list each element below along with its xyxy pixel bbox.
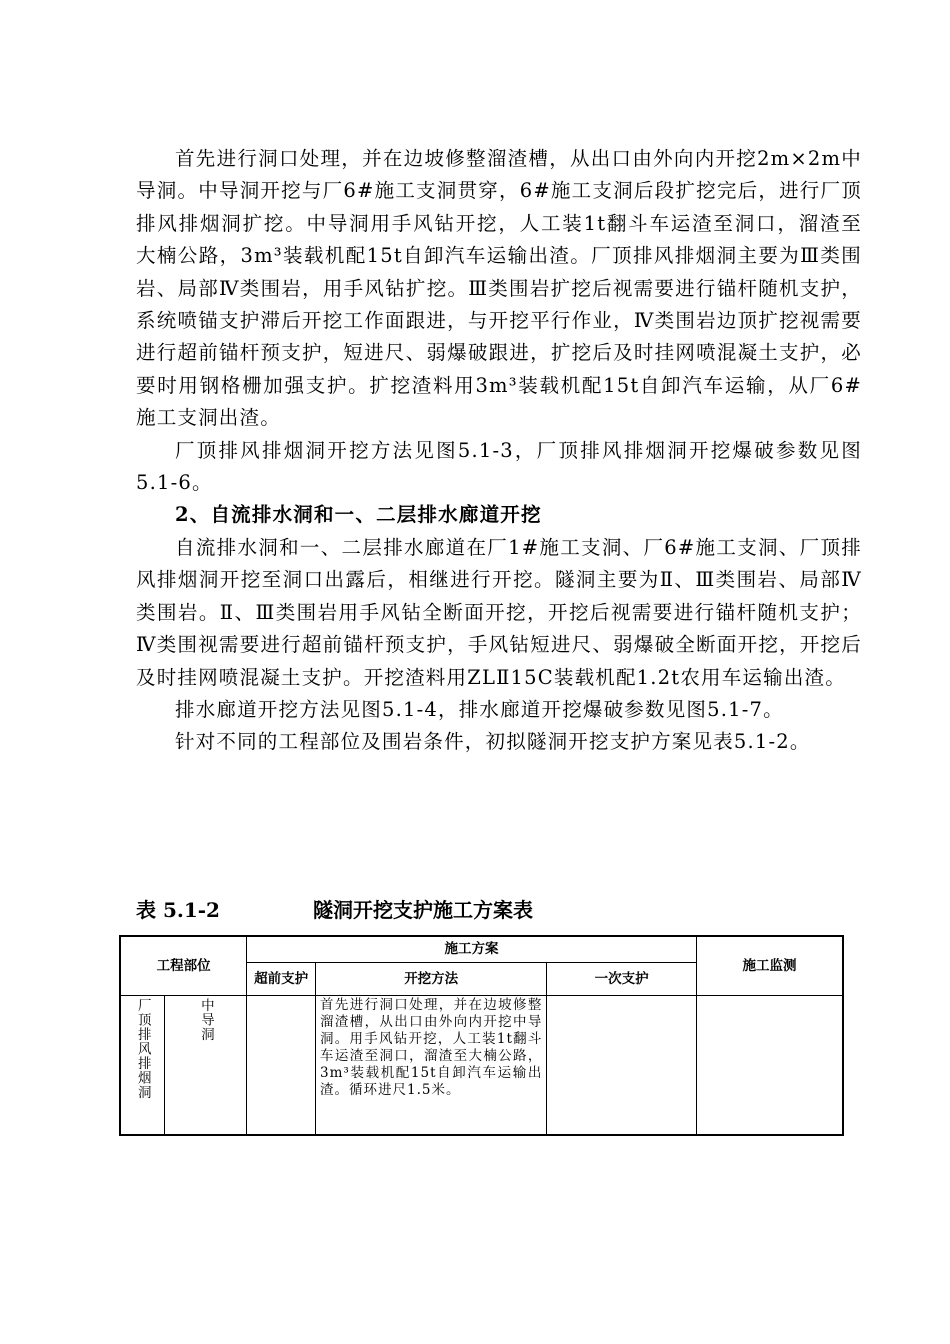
cell-advance-support (247, 995, 316, 1135)
table-title: 隧洞开挖支护施工方案表 (312, 898, 533, 922)
cell-excavation-method: 首先进行洞口处理，并在边坡修整溜渣槽，从出口由外向内开挖中导洞。用手风钻开挖，人工装1t翻斗车运渣至洞口，溜渣至大楠公路，3m³装载机配15t自卸汽车运输出渣。循环进尺1.5米。 (316, 995, 547, 1135)
header-plan: 施工方案 (247, 936, 697, 962)
header-excavation-method: 开挖方法 (316, 962, 547, 995)
paragraph-4: 排水廊道开挖方法见图5.1-4，排水廊道开挖爆破参数见图5.1-7。 (175, 697, 784, 721)
paragraph-5: 针对不同的工程部位及围岩条件，初拟隧洞开挖支护方案见表5.1-2。 (175, 730, 811, 754)
construction-plan-table (119, 935, 844, 1136)
section-heading: 2、自流排水洞和一、二层排水廊道开挖 (175, 503, 542, 527)
header-advance-support: 超前支护 (247, 962, 316, 995)
cell-primary-support (547, 995, 697, 1135)
location-text: 厂顶排风排烟洞 (134, 997, 151, 1099)
cell-monitoring (696, 995, 843, 1135)
cell-sub-location (165, 995, 247, 1135)
cell-location (120, 995, 165, 1135)
body-text (136, 143, 862, 759)
paragraph-3: 自流排水洞和一、二层排水廊道在厂1#施工支洞、厂6#施工支洞、厂顶排风排烟洞开挖至洞口出露后，相继进行开挖。隧洞主要为Ⅱ、Ⅲ类围岩、局部Ⅳ类围岩。Ⅱ、Ⅲ类围岩用手风钻全断面开挖，开挖后视需要进行锚杆随机支护；Ⅳ类围视需要进行超前锚杆预支护，手风钻短进尺、弱爆破全断面开挖，开挖后及时挂网喷混凝土支护。开挖渣料用ZLⅡ15C装载机配1.2t农用车运输出渣。 (136, 535, 862, 689)
table-number: 表 5.1-2 (136, 898, 220, 922)
header-primary-support: 一次支护 (547, 962, 697, 995)
sub-location-text: 中导洞 (197, 997, 214, 1041)
table-caption (136, 894, 533, 923)
table-row (120, 995, 843, 1135)
paragraph-2: 厂顶排风排烟洞开挖方法见图5.1-3，厂顶排风排烟洞开挖爆破参数见图5.1-6。 (136, 438, 862, 495)
paragraph-1: 首先进行洞口处理，并在边坡修整溜渣槽，从出口由外向内开挖2m×2m中导洞。中导洞开挖与厂6#施工支洞贯穿，6#施工支洞后段扩挖完后，进行厂顶排风排烟洞扩挖。中导洞用手风钻开挖，人工装1t翻斗车运渣至洞口，溜渣至大楠公路，3m³装载机配15t自卸汽车运输出渣。厂顶排风排烟洞主要为Ⅲ类围岩、局部Ⅳ类围岩，用手风钻扩挖。Ⅲ类围岩扩挖后视需要进行锚杆随机支护，系统喷锚支护滞后开挖工作面跟进，与开挖平行作业，Ⅳ类围岩边顶扩挖视需要进行超前锚杆预支护，短进尺、弱爆破跟进，扩挖后及时挂网喷混凝土支护，必要时用钢格栅加强支护。扩挖渣料用3m³装载机配15t自卸汽车运输，从厂6#施工支洞出渣。 (136, 147, 862, 430)
header-monitoring: 施工监测 (696, 936, 843, 995)
header-location: 工程部位 (120, 936, 247, 995)
